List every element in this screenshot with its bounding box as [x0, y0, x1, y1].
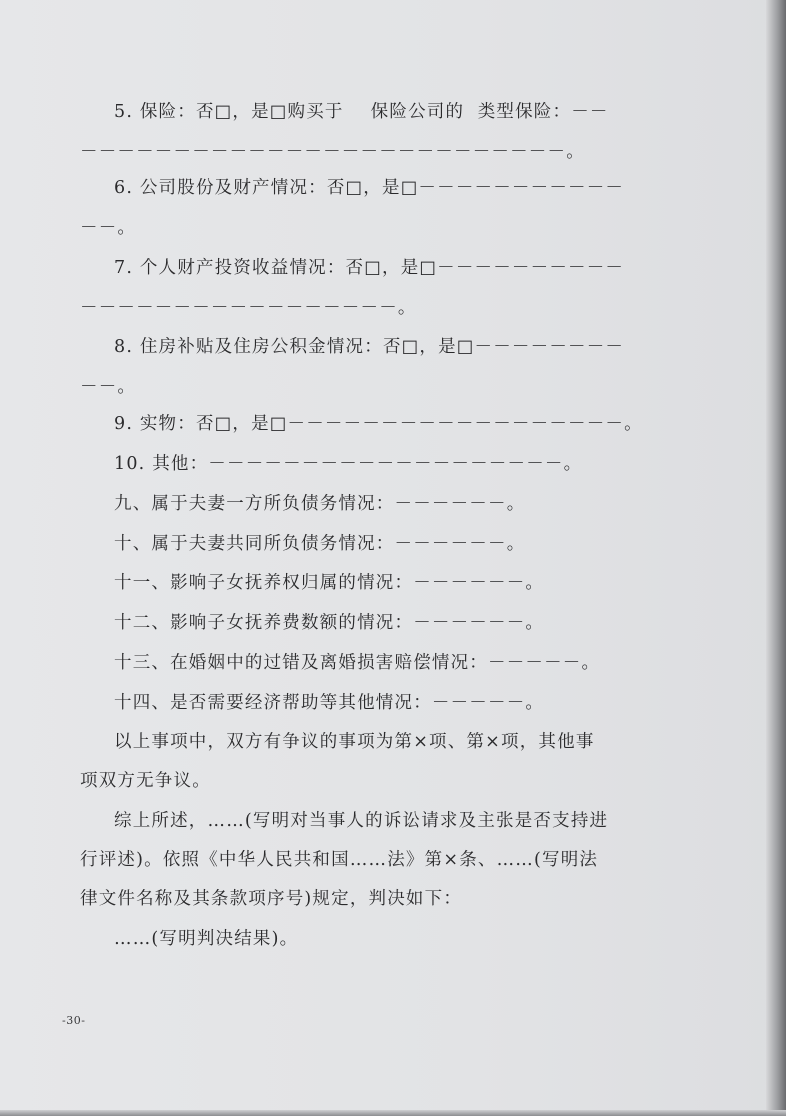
item-7-continuation: －－－－－－－－－－－－－－－－－。	[80, 298, 417, 318]
scan-edge-right	[766, 0, 786, 1116]
item-5-insurance: 5. 保险：否□，是□购买于 保险公司的 类型保险：－－	[114, 102, 609, 122]
item-6-company-shares: 6. 公司股份及财产情况：否□，是□－－－－－－－－－－－	[114, 178, 625, 198]
item-5-continuation: －－－－－－－－－－－－－－－－－－－－－－－－－－。	[80, 142, 585, 162]
section-11-custody: 十一、影响子女抚养权归属的情况：－－－－－－。	[114, 573, 545, 593]
summary-paragraph: 综上所述，……(写明对当事人的诉讼请求及主张是否支持进	[114, 811, 609, 831]
item-10-other: 10. 其他：－－－－－－－－－－－－－－－－－－－。	[114, 454, 583, 474]
section-12-child-support: 十二、影响子女抚养费数额的情况：－－－－－－。	[114, 613, 545, 633]
item-7-investment-income: 7. 个人财产投资收益情况：否□，是□－－－－－－－－－－	[114, 258, 625, 278]
section-10-joint-debts: 十、属于夫妻共同所负债务情况：－－－－－－。	[114, 534, 526, 554]
page-number: -30-	[62, 1014, 86, 1027]
summary-continuation-1: 行评述)。依照《中华人民共和国……法》第×条、……(写明法	[80, 850, 599, 870]
summary-continuation-2: 律文件名称及其条款项序号)规定，判决如下：	[80, 889, 463, 909]
scan-edge-bottom	[0, 1110, 786, 1116]
item-6-continuation: －－。	[80, 218, 137, 238]
judgment-result: ……(写明判决结果)。	[114, 929, 299, 949]
disputed-items-paragraph: 以上事项中，双方有争议的事项为第×项、第×项，其他事	[114, 732, 595, 752]
section-13-fault-damages: 十三、在婚姻中的过错及离婚损害赔偿情况：－－－－－。	[114, 653, 601, 673]
item-9-physical-assets: 9. 实物：否□，是□－－－－－－－－－－－－－－－－－－。	[114, 414, 643, 434]
item-8-housing-fund: 8. 住房补贴及住房公积金情况：否□，是□－－－－－－－－	[114, 337, 625, 357]
section-9-individual-debts: 九、属于夫妻一方所负债务情况：－－－－－－。	[114, 494, 526, 514]
section-14-economic-assistance: 十四、是否需要经济帮助等其他情况：－－－－－。	[114, 693, 545, 713]
item-8-continuation: －－。	[80, 377, 137, 397]
disputed-items-continuation: 项双方无争议。	[80, 771, 211, 791]
